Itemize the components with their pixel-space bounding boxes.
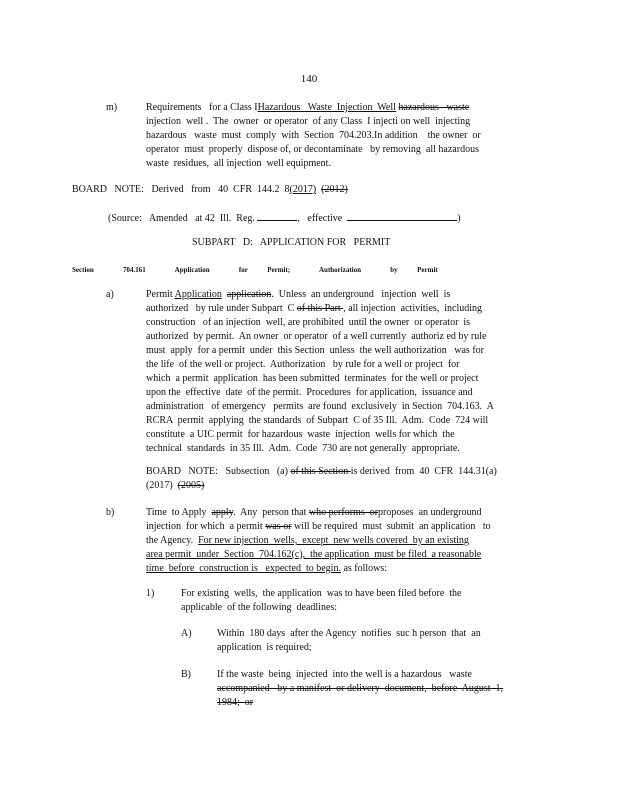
board-note-2-year-deleted: (2005) <box>177 480 205 491</box>
a-l2-post: , all injection activities, including <box>343 303 483 314</box>
m-line1-inserted: Hazardous Waste Injection Well <box>257 102 396 113</box>
item-A-l1: Within 180 days after the Agency notifies suc h person that an <box>217 628 481 639</box>
item-1-l1: For existing wells, the application was to have been filed before the <box>181 588 462 599</box>
a-l10: RCRA permit applying the standards of Subpart C of 35 Ill. Adm. Code 724 will <box>146 415 489 426</box>
item-A-text <box>217 627 541 655</box>
source-pre: (Source: Amended at 42 Ill. Reg. <box>108 213 255 224</box>
m-line1-pre: Requirements for a Class I <box>146 102 258 113</box>
board-note-1-inserted: (2017) <box>289 184 317 195</box>
a-l1-pre: Permit <box>146 289 173 300</box>
a-l11: constitute a UIC permit for hazardous waste injection wells for which the <box>146 429 455 440</box>
subsection-b-text <box>146 506 540 576</box>
b-l4-inserted: area permit under Section 704.162(c), the application must be filed a reasonable <box>146 549 482 560</box>
subsection-a-text <box>146 288 540 456</box>
b-l5-inserted: time before construction is expected to begin. <box>146 563 341 574</box>
board-note-1-deleted: (2012) <box>321 184 348 195</box>
item-B-l2-deleted: accompanied by a manifest or delivery document, before August 1, <box>217 683 504 694</box>
b-l1-deleted-2: who performs or <box>308 507 379 518</box>
board-note-2-post: is derived from 40 CFR 144.31(a) <box>350 466 497 477</box>
a-l6: the life of the well or project. Authorization by rule for a well or project for <box>146 359 460 370</box>
a-l9: administration of emergency permits are found exclusively in Section 704.163. A <box>146 401 494 412</box>
source-date-blank <box>347 210 457 221</box>
item-label-A: A) <box>181 628 192 639</box>
b-l1-deleted: apply <box>211 507 234 518</box>
item-A-l2: application is required; <box>217 642 312 653</box>
board-note-2-year: (2017) <box>146 480 173 491</box>
source-end: ) <box>457 213 461 224</box>
a-l2: authorized by rule under Subpart C <box>146 303 295 314</box>
a-l1-inserted: Application <box>174 289 222 300</box>
b-l1-post: proposes an underground <box>378 507 482 518</box>
a-l1-deleted: application <box>226 289 272 300</box>
subsection-label-m: m) <box>106 102 118 113</box>
b-l3-pre: the Agency. <box>146 535 194 546</box>
m-line4: operator must properly dispose of, or decontaminate by removing all hazardous <box>146 144 479 155</box>
source-note <box>108 210 461 226</box>
m-line5: waste residues, all injection well equipment. <box>146 158 331 169</box>
item-B-l1: If the waste being injected into the well is a hazardous waste <box>217 669 472 680</box>
item-1-l2: applicable of the following deadlines: <box>181 602 338 613</box>
source-mid: , effective <box>297 213 343 224</box>
item-1-text <box>181 587 541 615</box>
b-l1-mid: . Any person that <box>233 507 307 518</box>
subsection-m-text <box>146 101 526 171</box>
a-l2-deleted: of this Part <box>296 303 344 314</box>
subpart-heading: SUBPART D: APPLICATION FOR PERMIT <box>192 237 391 248</box>
subsection-label-a: a) <box>106 289 114 300</box>
b-l2-deleted: was or <box>265 521 292 532</box>
item-B-l3-deleted: 1984; or <box>217 697 254 708</box>
item-label-B: B) <box>181 669 191 680</box>
m-line1-deleted: hazardous waste <box>398 102 470 113</box>
section-heading: Section 704.161 Application for Permit; Authorization by Permit <box>72 266 438 274</box>
a-l7: which a permit application has been submitted terminates for the well or project <box>146 373 479 384</box>
b-l2-pre: injection for which a permit <box>146 521 263 532</box>
a-l8: upon the effective date of the permit. Procedures for application, issuance and <box>146 387 473 398</box>
b-l1-pre: Time to Apply <box>146 507 207 518</box>
item-B-text <box>217 668 547 710</box>
item-label-1: 1) <box>146 588 155 599</box>
board-note-2-deleted: of this Section <box>290 466 351 477</box>
a-l4: authorized by permit. An owner or operator of a well currently authoriz ed by rule <box>146 331 487 342</box>
board-note-1-text: BOARD NOTE: Derived from 40 CFR 144.2 8 <box>72 184 290 195</box>
m-line3: hazardous waste must comply with Section 704.203.In addition the owner or <box>146 130 481 141</box>
a-l3: construction of an injection well, are prohibited until the owner or operator is <box>146 317 471 328</box>
a-l5: must apply for a permit under this Section unless the well authorization was for <box>146 345 484 356</box>
b-l2-post: will be required must submit an application to <box>294 521 491 532</box>
source-reg-page-blank <box>257 210 297 221</box>
a-l12: technical standards in 35 Ill. Adm. Code 730 are not generally appropriate. <box>146 443 460 454</box>
b-l3-inserted: For new injection wells, except new wells covered by an existing <box>198 535 469 546</box>
b-l5-post: as follows: <box>340 563 388 574</box>
subsection-label-b: b) <box>106 507 115 518</box>
a-l1-post: . Unless an underground injection well is <box>271 289 451 300</box>
m-line2: injection well . The owner or operator of any Class I injecti on well injecting <box>146 116 471 127</box>
page-number: 140 <box>300 73 318 85</box>
board-note-1 <box>72 183 348 197</box>
board-note-2-pre: BOARD NOTE: Subsection (a) <box>146 466 288 477</box>
board-note-2 <box>146 465 540 493</box>
